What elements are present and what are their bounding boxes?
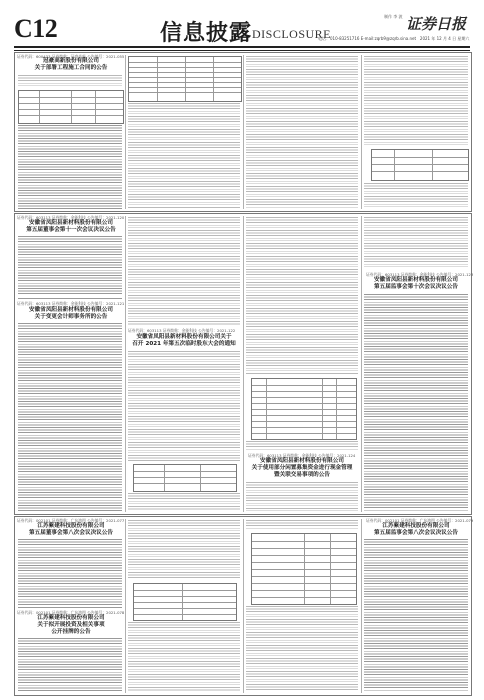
title-line: 暨关联交易事项的公告 [274, 472, 330, 478]
masthead-rule-thick [14, 46, 470, 48]
title-line: 冠豪高新股份有限公司 [43, 58, 99, 64]
article-title [246, 458, 358, 479]
contact-line [318, 36, 469, 42]
middle-section [14, 213, 472, 515]
article-title [364, 277, 468, 291]
text-block [364, 217, 468, 269]
editor-line: 制作 李 波 [384, 14, 403, 19]
article-title [364, 523, 468, 537]
title-line: 关于部署工程施工合同的公告 [34, 65, 108, 71]
text-block [128, 217, 240, 325]
article-title [19, 220, 123, 234]
title-line: 江苏紫建科技股份有限公司 [37, 615, 105, 621]
text-block [128, 520, 240, 580]
article-title [19, 523, 123, 537]
article-title [21, 58, 121, 72]
title-line: 安徽省凤阳县新材料股份有限公司 [29, 307, 113, 313]
title-line: 安徽省凤阳县新材料股份有限公司 [260, 458, 344, 464]
page-number: C12 [14, 14, 58, 43]
title-line: 第五届董事会第八次会议决议公告 [29, 530, 113, 536]
text-block [246, 441, 358, 451]
title-line: 第五届董事会第十一次会议决议公告 [26, 227, 116, 233]
article-code-line: 证券代码：603113 证券简称：金能科技 公告编号：2021-121 [17, 301, 125, 306]
text-block [128, 493, 240, 511]
data-table [371, 149, 469, 181]
text-block [246, 482, 358, 511]
title-line: 第五届监事会第十次会议决议公告 [374, 284, 458, 290]
title-line: 安徽省凤阳县新材料股份有限公司 [374, 277, 458, 283]
text-block [18, 236, 122, 296]
title-line: 关于变更会计师事务所的公告 [34, 314, 108, 320]
newspaper-logo: 证券日报 [406, 15, 467, 33]
contact-text: 电话：010-83251716 E-mail:zqrb9@zqrb.sina.net [318, 36, 417, 41]
text-block [246, 520, 358, 530]
section-title-en: DISCLOSURE [252, 27, 332, 41]
text-block [364, 539, 468, 692]
data-table [251, 533, 357, 605]
article-code-line: 证券代码：603113 证券简称：金能科技 公告编号：2021-120 [17, 215, 125, 220]
text-block [128, 622, 240, 692]
article-title [19, 615, 123, 636]
data-table [133, 464, 237, 492]
text-block [364, 56, 468, 146]
text-block [18, 75, 122, 87]
text-block [128, 351, 240, 461]
title-line: 公开挂牌的公告 [51, 629, 91, 635]
article-code-line: 证券代码：603113 证券简称：金能科技 公告编号：2021-124 [248, 453, 356, 458]
text-block [18, 125, 122, 209]
data-table [133, 583, 237, 621]
title-line: 安徽省凤阳县新材料股份有限公司 [29, 220, 113, 226]
article-title [128, 334, 240, 348]
article-code-line: 证券代码：002101 证券简称：广东鸿图 公告编号：2021-078 [17, 610, 125, 615]
top-section [14, 52, 472, 212]
data-table [251, 378, 357, 440]
text-block [246, 606, 358, 692]
text-block [246, 217, 358, 375]
data-table [18, 90, 124, 124]
bottom-section [14, 516, 472, 696]
article-code-line: 证券代码：603113 证券简称：金能科技 公告编号：2021-122 [128, 328, 236, 333]
data-table [128, 56, 242, 102]
masthead [14, 12, 470, 44]
text-block [18, 323, 122, 511]
title-line: 关于使用部分闲置募集资金进行现金管理 [251, 465, 353, 471]
title-line: 关于拟开展投资及相关事项 [37, 622, 105, 628]
text-block [128, 103, 240, 209]
title-line: 召开 2021 年第五次临时股东大会的通知 [132, 341, 236, 347]
title-line: 江苏紫建科技股份有限公司 [37, 523, 105, 529]
text-block [364, 183, 468, 209]
article-code-line: 证券代码：002101 证券简称：广东鸿图 公告编号：2021-077 [17, 518, 125, 523]
text-block [18, 539, 122, 605]
text-block [18, 638, 122, 692]
title-line: 安徽省凤阳县新材料股份有限公司关于 [136, 334, 232, 340]
masthead-rule-thin [14, 50, 470, 51]
text-block [246, 56, 358, 209]
date-text: 2021 年 12 月 4 日 星期六 [419, 36, 470, 41]
title-line: 第五届监事会第八次会议决议公告 [374, 530, 458, 536]
title-line: 江苏紫建科技股份有限公司 [382, 523, 450, 529]
article-title [19, 307, 123, 321]
article-code-line: 证券代码：603113 证券简称：金能科技 公告编号：2021-123 [366, 272, 474, 277]
text-block [364, 294, 468, 511]
section-title: 信息披露 [160, 20, 253, 46]
article-code-line: 证券代码：002101 证券简称：广东鸿图 公告编号：2021-079 [366, 518, 474, 523]
article-code-line: 证券代码：600433 证券简称：冠豪高新 公告编号：2021-055 [17, 54, 125, 59]
